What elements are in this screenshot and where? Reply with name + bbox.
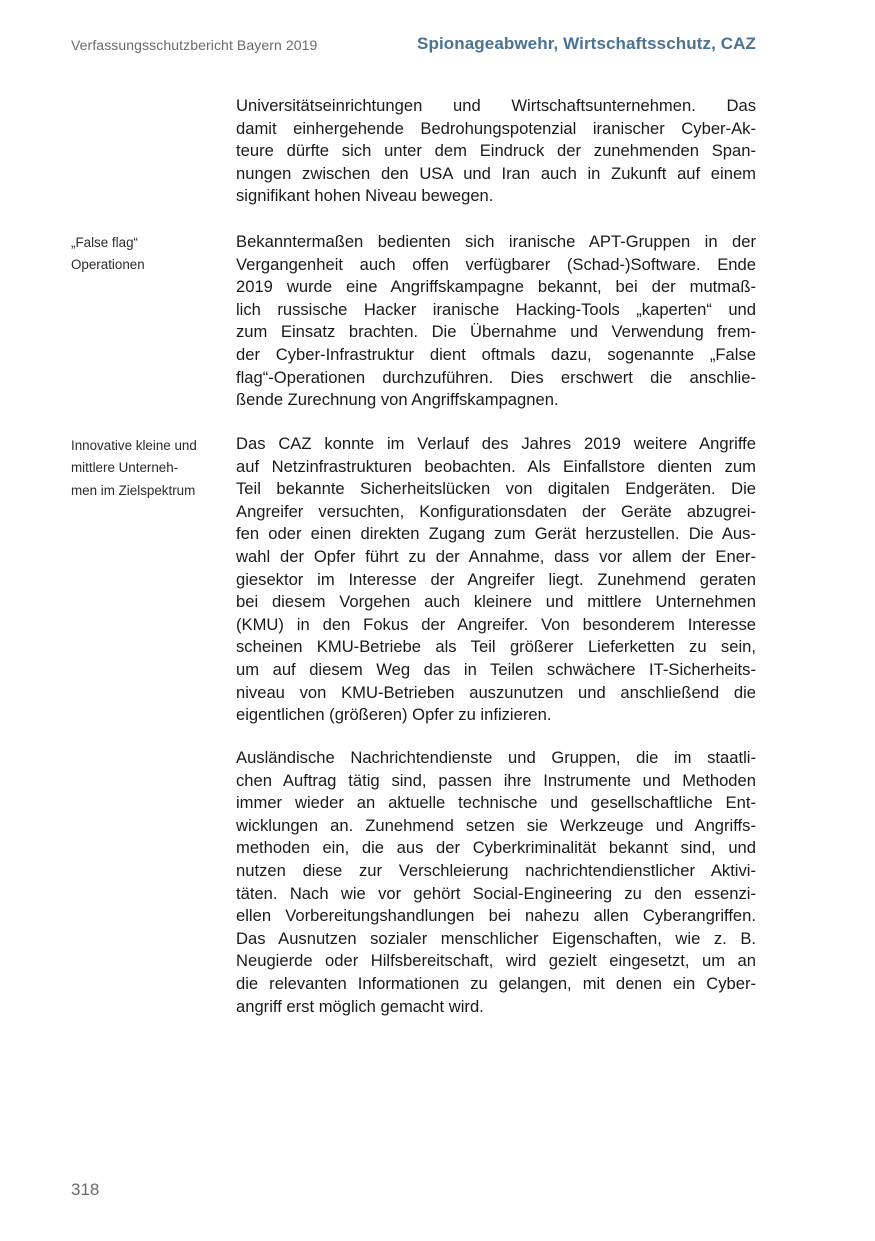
- text-line: niveau von KMU-Betrieben auszunutzen und anschließend die: [236, 682, 756, 702]
- text-line: giesektor im Interesse der Angreifer liegt. Zunehmend geraten: [236, 569, 756, 589]
- text-line: eigentlichen (größeren) Opfer zu infizieren.: [236, 705, 552, 725]
- text-line: die relevanten Informationen zu gelangen, mit denen ein Cyber-: [236, 973, 756, 993]
- text-line: damit einhergehende Bedrohungspotenzial iranischer Cyber-Ak-: [236, 118, 756, 138]
- text-line: um auf diesem Weg das in Teilen schwächere IT-Sicherheits-: [236, 659, 756, 679]
- running-header-title: Verfassungsschutzbericht Bayern 2019: [71, 37, 318, 53]
- text-line: 2019 wurde eine Angriffskampagne bekannt, bei der mutmaß-: [236, 277, 756, 297]
- margin-note-line: Innovative kleine und: [71, 438, 197, 453]
- text-line: Ausländische Nachrichtendienste und Gruppen, die im staatli-: [236, 748, 756, 767]
- text-line: lich russische Hacker iranische Hacking-Tools „kaperten“ und: [236, 299, 756, 319]
- paragraph-iran-threat: [236, 95, 756, 208]
- text-line: fen oder einen direkten Zugang zum Gerät herzustellen. Die Aus-: [236, 524, 756, 544]
- text-line: signifikant hohen Niveau bewegen.: [236, 186, 494, 206]
- text-line: zum Einsatz brachten. Die Übernahme und Verwendung frem-: [236, 322, 756, 342]
- text-line: wicklungen an. Zunehmend setzen sie Werkzeuge und Angriffs-: [236, 815, 756, 835]
- text-line: Neugierde oder Hilfsbereitschaft, wird gezielt eingesetzt, um an: [236, 951, 756, 971]
- text-line: Teil bekannte Sicherheitslücken von digitalen Endgeräten. Die: [236, 479, 756, 499]
- paragraph-foreign-services: [236, 747, 756, 1018]
- text-line: Das Ausnutzen sozialer menschlicher Eigenschaften, wie z. B.: [236, 928, 756, 948]
- text-line: ßende Zurechnung von Angriffskampagnen.: [236, 390, 559, 410]
- paragraph-caz-attacks: [236, 433, 756, 727]
- margin-note-kmu: [71, 435, 221, 502]
- text-line: Angreifer versuchten, Konfigurationsdaten der Geräte abzugrei-: [236, 501, 756, 521]
- page-number: 318: [71, 1180, 100, 1199]
- text-line: flag“-Operationen durchzuführen. Dies erschwert die anschlie-: [236, 367, 756, 387]
- section-title: Spionageabwehr, Wirtschaftsschutz, CAZ: [417, 34, 756, 53]
- text-line: (KMU) in den Fokus der Angreifer. Von besonderem Interesse: [236, 614, 756, 634]
- text-line: Das CAZ konnte im Verlauf des Jahres 2019 weitere Angriffe: [236, 434, 756, 453]
- text-line: Bekanntermaßen bedienten sich iranische APT-Gruppen in der: [236, 232, 756, 251]
- text-line: täten. Nach wie vor gehört Social-Engineering zu den essenzi-: [236, 883, 756, 903]
- text-line: chen Auftrag tätig sind, passen ihre Instrumente und Methoden: [236, 770, 756, 790]
- text-line: wahl der Opfer führt zu der Annahme, dass vor allem der Ener-: [236, 546, 756, 566]
- text-line: angriff erst möglich gemacht wird.: [236, 996, 484, 1016]
- margin-note-line: men im Zielspektrum: [71, 482, 196, 498]
- text-line: der Cyber-Infrastruktur dient oftmals dazu, sogenannte „False: [236, 344, 756, 364]
- text-line: teure dürfte sich unter dem Eindruck der zunehmenden Span-: [236, 141, 756, 161]
- margin-note-line: mittlere Unterneh-: [71, 460, 179, 476]
- text-line: Universitätseinrichtungen und Wirtschaftsunternehmen. Das: [236, 96, 756, 115]
- text-line: nutzen diese zur Verschleierung nachrichtendienstlicher Aktivi-: [236, 860, 756, 880]
- text-line: immer wieder an aktuelle technische und gesellschaftliche Ent-: [236, 793, 756, 813]
- margin-note-line: Operationen: [71, 257, 145, 273]
- margin-note-line: „False flag“: [71, 235, 138, 250]
- margin-note-false-flag: [71, 232, 221, 277]
- text-line: Vergangenheit auch offen verfügbarer (Schad-)Software. Ende: [236, 254, 756, 274]
- text-line: bei diesem Vorgehen auch kleinere und mittlere Unternehmen: [236, 592, 756, 612]
- text-line: ellen Vorbereitungshandlungen bei nahezu allen Cyberangriffen.: [236, 906, 756, 926]
- text-line: scheinen KMU-Betriebe als Teil größerer Lieferketten zu sein,: [236, 637, 756, 657]
- text-line: methoden ein, die aus der Cyberkriminalität bekannt sind, und: [236, 838, 756, 858]
- text-line: nungen zwischen den USA und Iran auch in Zukunft auf einem: [236, 163, 756, 183]
- text-line: auf Netzinfrastrukturen beobachten. Als Einfallstore dienten zum: [236, 456, 756, 476]
- paragraph-false-flag: [236, 231, 756, 412]
